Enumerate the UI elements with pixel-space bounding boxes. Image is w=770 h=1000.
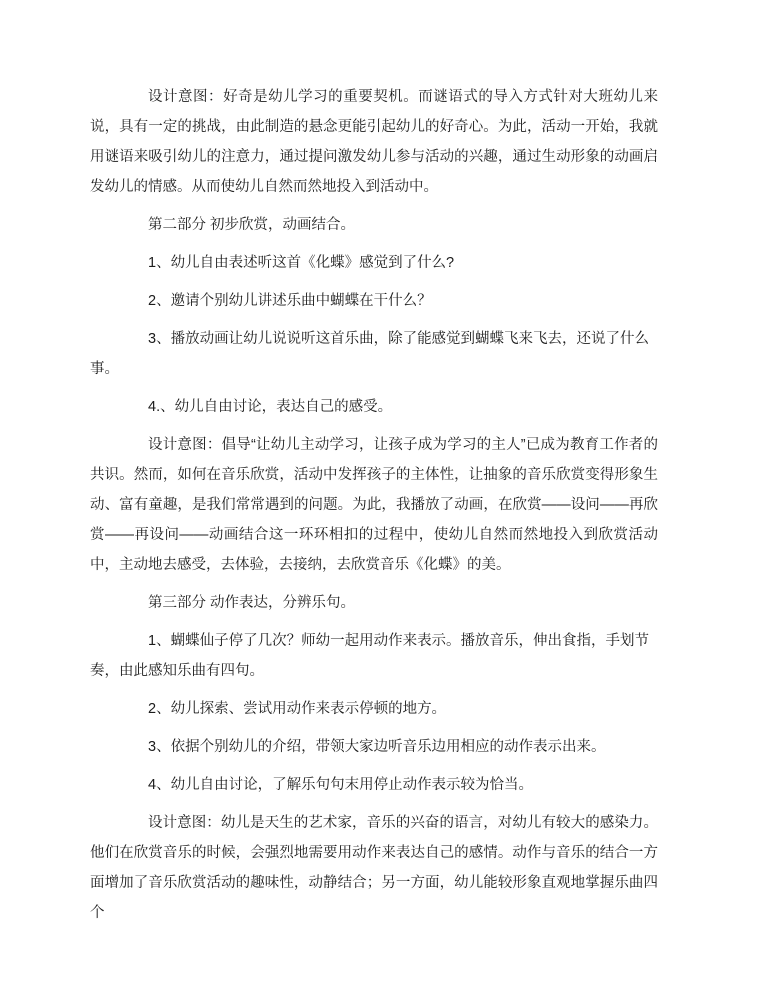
- part3-step-2: 2、幼儿探索、尝试用动作来表示停顿的地方。: [148, 701, 447, 717]
- part2-step-4: 4.、幼儿自由讨论，表达自己的感受。: [148, 399, 393, 415]
- section-heading-part-2: 第二部分 初步欣赏，动画结合。: [148, 217, 356, 233]
- section-heading-part-3: 第三部分 动作表达，分辨乐句。: [148, 595, 356, 611]
- part3-step-4: 4、幼儿自由讨论，了解乐句句末用停止动作表示较为恰当。: [148, 777, 534, 793]
- paragraph-design-intent-1: 设计意图：好奇是幼儿学习的重要契机。而谜语式的导入方式针对大班幼儿来说，具有一定的挑战，由此制造的悬念更能引起幼儿的好奇心。为此，活动一开始，我就用谜语来吸引幼儿的注意力，通过提问激发幼儿参与活动的兴趣，通过生动形象的动画启发幼儿的情感。从而使幼儿自然而然地投入到活动中。: [90, 89, 658, 195]
- part2-step-2: 2、邀请个别幼儿讲述乐曲中蝴蝶在干什么？: [148, 293, 432, 309]
- part2-step-1: 1、幼儿自由表述听这首《化蝶》感觉到了什么?: [148, 255, 455, 271]
- part3-step-3: 3、依据个别幼儿的介绍，带领大家边听音乐边用相应的动作表示出来。: [148, 739, 606, 755]
- part3-step-1: 1、蝴蝶仙子停了几次？师幼一起用动作来表示。播放音乐，伸出食指，手划节奏，由此感知乐曲有四句。: [90, 633, 650, 679]
- part2-step-3: 3、播放动画让幼儿说说听这首乐曲，除了能感觉到蝴蝶飞来飞去，还说了什么事。: [90, 331, 650, 377]
- paragraph-design-intent-2: 设计意图：倡导“让幼儿主动学习，让孩子成为学习的主人”已成为教育工作者的共识。然而，如何在音乐欣赏，活动中发挥孩子的主体性，让抽象的音乐欣赏变得形象生动、富有童趣，是我们常常遇到的问题。为此，我播放了动画，在欣赏——设问——再欣赏——再设问——动画结合这一环环相扣的过程中，使幼儿自然而然地投入到欣赏活动中，主动地去感受，去体验，去接纳，去欣赏音乐《化蝶》的美。: [90, 437, 658, 573]
- paragraph-design-intent-3: 设计意图：幼儿是天生的艺术家，音乐的兴奋的语言，对幼儿有较大的感染力。他们在欣赏音乐的时候，会强烈地需要用动作来表达自己的感情。动作与音乐的结合一方面增加了音乐欣赏活动的趣味性，动静结合；另一方面，幼儿能较形象直观地掌握乐曲四个: [90, 815, 658, 921]
